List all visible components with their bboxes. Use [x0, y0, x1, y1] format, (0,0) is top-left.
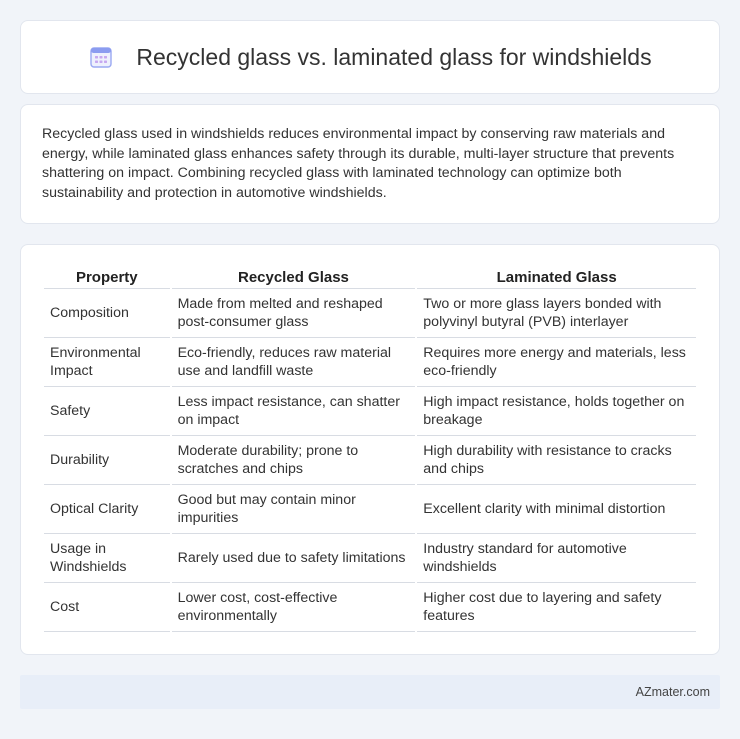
table-header-row	[44, 265, 696, 289]
header-recycled-glass: Recycled Glass	[172, 265, 416, 289]
summary-card	[20, 104, 720, 224]
table-row	[44, 485, 696, 534]
header-property: Property	[44, 265, 170, 289]
property-cell: Composition	[44, 289, 170, 338]
property-cell: Safety	[44, 387, 170, 436]
recycled-cell: Made from melted and reshaped post-consumer glass	[172, 289, 416, 338]
header-laminated-glass: Laminated Glass	[417, 265, 696, 289]
property-cell: Environmental Impact	[44, 338, 170, 387]
recycled-cell: Moderate durability; prone to scratches and chips	[172, 436, 416, 485]
laminated-cell: Two or more glass layers bonded with polyvinyl butyral (PVB) interlayer	[417, 289, 696, 338]
property-cell: Usage in Windshields	[44, 534, 170, 583]
laminated-cell: Requires more energy and materials, less eco-friendly	[417, 338, 696, 387]
table-row	[44, 387, 696, 436]
footer	[20, 675, 720, 709]
table-row	[44, 436, 696, 485]
property-cell: Optical Clarity	[44, 485, 170, 534]
laminated-cell: Higher cost due to layering and safety features	[417, 583, 696, 632]
table-row	[44, 289, 696, 338]
property-cell: Cost	[44, 583, 170, 632]
recycled-cell: Good but may contain minor impurities	[172, 485, 416, 534]
recycled-cell: Less impact resistance, can shatter on impact	[172, 387, 416, 436]
calendar-icon	[88, 44, 114, 70]
title-card	[20, 20, 720, 94]
recycled-cell: Rarely used due to safety limitations	[172, 534, 416, 583]
comparison-table-card	[20, 244, 720, 655]
property-cell: Durability	[44, 436, 170, 485]
recycled-cell: Eco-friendly, reduces raw material use and landfill waste	[172, 338, 416, 387]
table-row	[44, 338, 696, 387]
recycled-cell: Lower cost, cost-effective environmentally	[172, 583, 416, 632]
laminated-cell: Excellent clarity with minimal distortion	[417, 485, 696, 534]
laminated-cell: High durability with resistance to cracks and chips	[417, 436, 696, 485]
laminated-cell: High impact resistance, holds together on breakage	[417, 387, 696, 436]
comparison-table	[42, 265, 698, 632]
laminated-cell: Industry standard for automotive windshields	[417, 534, 696, 583]
page-title: Recycled glass vs. laminated glass for windshields	[136, 43, 652, 70]
table-row	[44, 534, 696, 583]
table-row	[44, 583, 696, 632]
summary-text: Recycled glass used in windshields reduces environmental impact by conserving raw materials and energy, while laminated glass enhances safety through its durable, multi-layer structure that prevents shattering on impact. Combining recycled glass with laminated technology can optimize both sustainability and protection in automotive windshields.	[42, 126, 675, 201]
footer-brand[interactable]: AZmater.com	[635, 685, 710, 699]
